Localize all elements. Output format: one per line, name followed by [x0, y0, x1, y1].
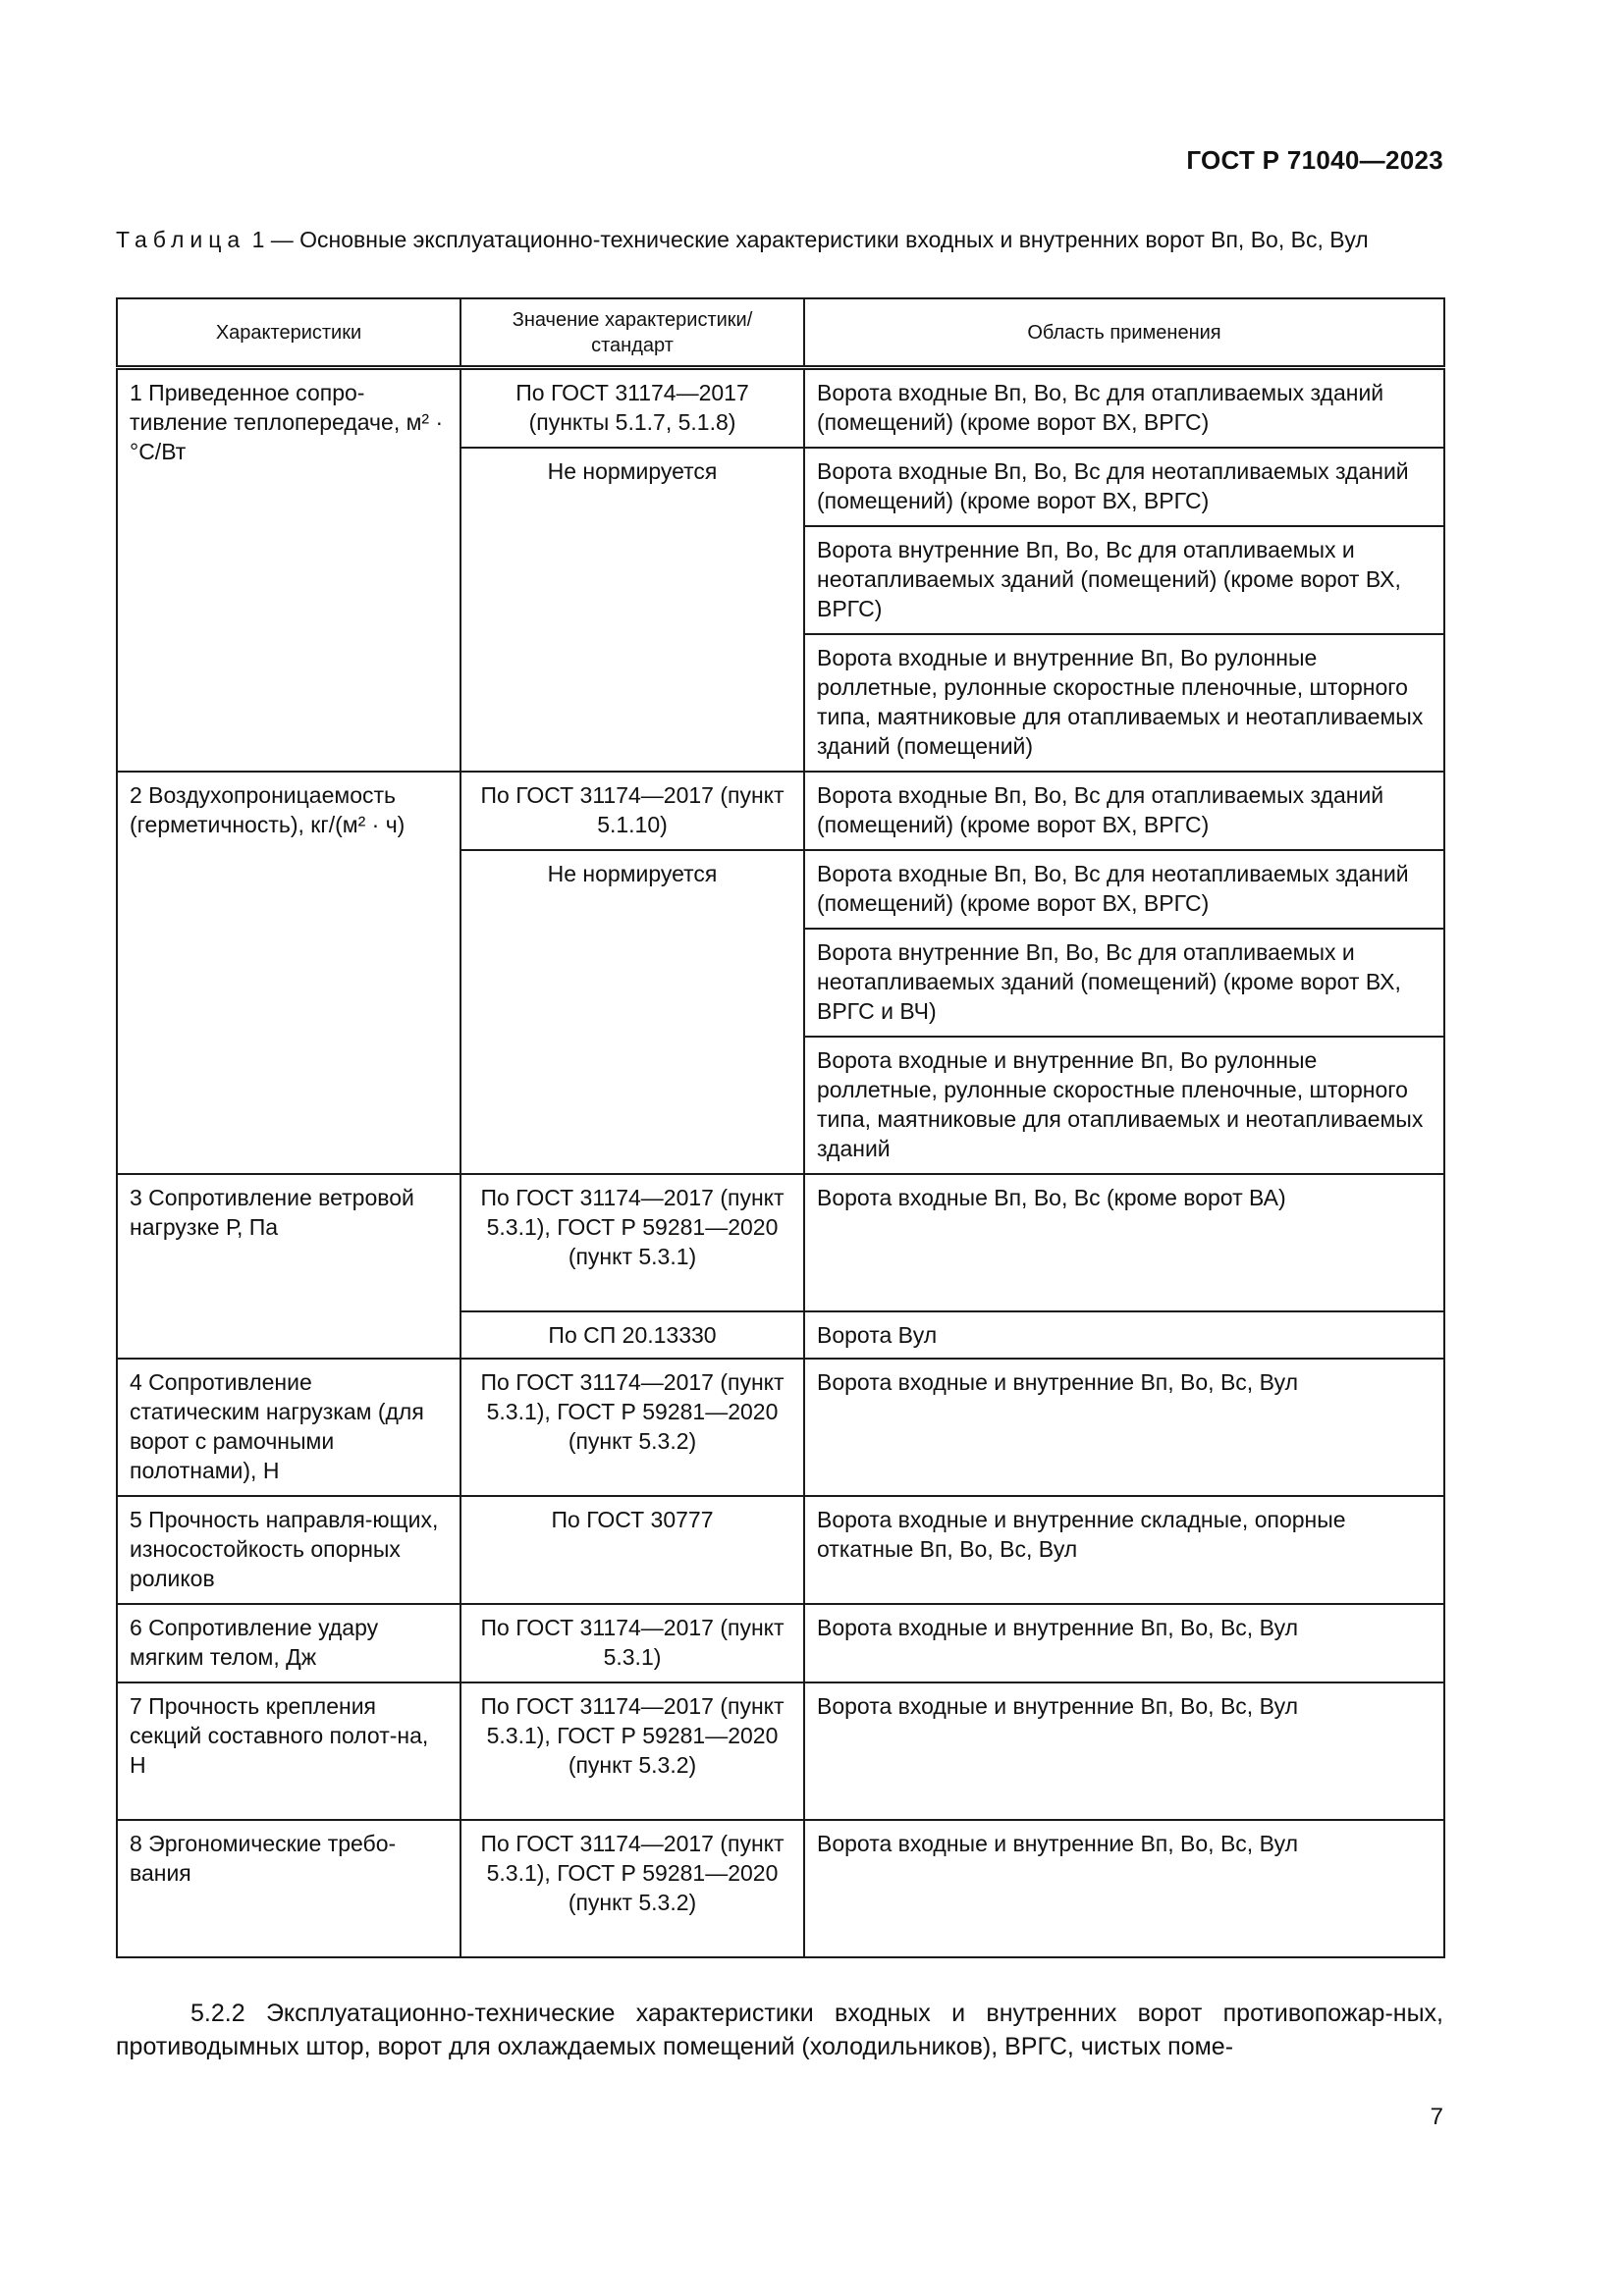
area-cell: Ворота входные и внутренние складные, опорные откатные Вп, Во, Вс, Вул — [804, 1496, 1444, 1604]
area-cell: Ворота входные Вп, Во, Вс для неотапливаемых зданий (помещений) (кроме ворот ВХ, ВРГС) — [804, 850, 1444, 929]
area-cell: Ворота входные и внутренние Вп, Во, Вс, Вул — [804, 1604, 1444, 1682]
value-cell: По ГОСТ 31174—2017 (пункты 5.1.7, 5.1.8) — [460, 368, 804, 449]
value-cell: По ГОСТ 31174—2017 (пункт 5.3.1), ГОСТ Р 59281—2020 (пункт 5.3.2) — [460, 1359, 804, 1496]
characteristic-cell: 7 Прочность крепления секций составного полот-на, Н — [117, 1682, 460, 1820]
value-cell: По ГОСТ 31174—2017 (пункт 5.1.10) — [460, 772, 804, 850]
value-cell: Не нормируется — [460, 850, 804, 1174]
header-characteristics: Характеристики — [117, 298, 460, 368]
table-caption — [116, 224, 1443, 255]
characteristic-cell: 6 Сопротивление удару мягким телом, Дж — [117, 1604, 460, 1682]
table-row — [117, 1496, 1444, 1604]
table-row — [117, 1820, 1444, 1957]
table-row — [117, 368, 1444, 449]
area-cell: Ворота входные Вп, Во, Вс для отапливаемых зданий (помещений) (кроме ворот ВХ, ВРГС) — [804, 772, 1444, 850]
characteristic-cell: 8 Эргономические требо-вания — [117, 1820, 460, 1957]
characteristic-cell: 3 Сопротивление ветровой нагрузке Р, Па — [117, 1174, 460, 1359]
table-row — [117, 1682, 1444, 1820]
area-cell: Ворота входные и внутренние Вп, Во, Вс, Вул — [804, 1682, 1444, 1820]
value-cell: Не нормируется — [460, 448, 804, 772]
characteristic-cell: 5 Прочность направля-ющих, износостойкость опорных роликов — [117, 1496, 460, 1604]
area-cell: Ворота входные Вп, Во, Вс (кроме ворот ВА) — [804, 1174, 1444, 1311]
value-cell: По ГОСТ 31174—2017 (пункт 5.3.1), ГОСТ Р 59281—2020 (пункт 5.3.2) — [460, 1682, 804, 1820]
document-code: ГОСТ Р 71040—2023 — [1186, 145, 1443, 175]
area-cell: Ворота входные Вп, Во, Вс для неотапливаемых зданий (помещений) (кроме ворот ВХ, ВРГС) — [804, 448, 1444, 526]
value-cell: По ГОСТ 30777 — [460, 1496, 804, 1604]
table-row — [117, 1604, 1444, 1682]
table-row — [117, 772, 1444, 850]
header-value: Значение характеристики/ стандарт — [460, 298, 804, 368]
area-cell: Ворота входные и внутренние Вп, Во рулонные роллетные, рулонные скоростные пленочные, шторного типа, маятниковые для отапливаемых и неотапливаемых зданий (помещений) — [804, 634, 1444, 772]
table-header-row — [117, 298, 1444, 368]
characteristic-cell: 1 Приведенное сопро-тивление теплопередаче, м² · °С/Вт — [117, 368, 460, 773]
value-cell: По СП 20.13330 — [460, 1311, 804, 1359]
characteristic-cell: 4 Сопротивление статическим нагрузкам (для ворот с рамочными полотнами), Н — [117, 1359, 460, 1496]
area-cell: Ворота входные Вп, Во, Вс для отапливаемых зданий (помещений) (кроме ворот ВХ, ВРГС) — [804, 368, 1444, 449]
table-row — [117, 1359, 1444, 1496]
area-cell: Ворота входные и внутренние Вп, Во, Вс, Вул — [804, 1359, 1444, 1496]
area-cell: Ворота внутренние Вп, Во, Вс для отапливаемых и неотапливаемых зданий (помещений) (кроме ворот ВХ, ВРГС и ВЧ) — [804, 929, 1444, 1037]
page-number: 7 — [1430, 2104, 1443, 2130]
header-area: Область применения — [804, 298, 1444, 368]
value-cell: По ГОСТ 31174—2017 (пункт 5.3.1) — [460, 1604, 804, 1682]
table-caption-text: 1 — Основные эксплуатационно-технические характеристики входных и внутренних ворот Вп, Во, Вс, Вул — [245, 227, 1369, 252]
table-caption-label: Таблица — [116, 227, 246, 252]
table-row — [117, 1174, 1444, 1311]
value-cell: По ГОСТ 31174—2017 (пункт 5.3.1), ГОСТ Р 59281—2020 (пункт 5.3.2) — [460, 1820, 804, 1957]
characteristics-table — [116, 297, 1445, 1958]
area-cell: Ворота внутренние Вп, Во, Вс для отапливаемых и неотапливаемых зданий (помещений) (кроме ворот ВХ, ВРГС) — [804, 526, 1444, 634]
area-cell: Ворота Вул — [804, 1311, 1444, 1359]
area-cell: Ворота входные и внутренние Вп, Во рулонные роллетные, рулонные скоростные пленочные, шторного типа, маятниковые для отапливаемых и неотапливаемых зданий — [804, 1037, 1444, 1174]
area-cell: Ворота входные и внутренние Вп, Во, Вс, Вул — [804, 1820, 1444, 1957]
body-paragraph: 5.2.2 Эксплуатационно-технические характеристики входных и внутренних ворот противопожар-ных, противодымных штор, ворот для охлаждаемых помещений (холодильников), ВРГС, чистых поме- — [116, 2000, 1443, 2060]
value-cell: По ГОСТ 31174—2017 (пункт 5.3.1), ГОСТ Р 59281—2020 (пункт 5.3.1) — [460, 1174, 804, 1311]
characteristic-cell: 2 Воздухопроницаемость (герметичность), кг/(м² · ч) — [117, 772, 460, 1174]
